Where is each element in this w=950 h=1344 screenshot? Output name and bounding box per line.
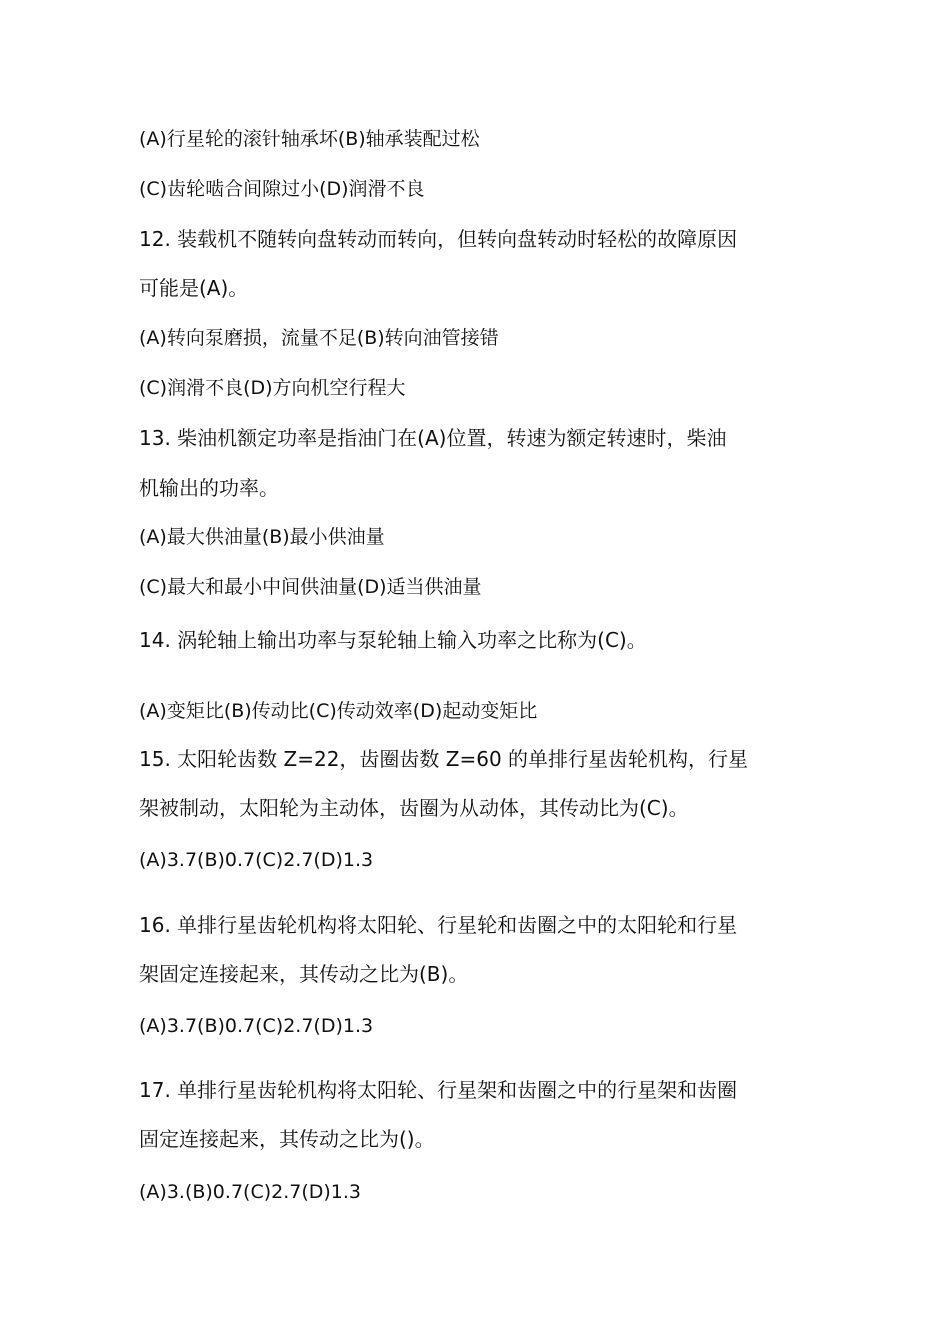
q13-question-line2: 机输出的功率。 — [139, 476, 279, 500]
q12-question-line1: 12. 装载机不随转向盘转动而转向，但转向盘转动时轻松的故障原因 — [139, 227, 738, 251]
q15-question-line1: 15. 太阳轮齿数 Z=22，齿圈齿数 Z=60 的单排行星齿轮机构，行星 — [139, 747, 749, 771]
q12-options-ab: (A)转向泵磨损，流量不足(B)转向油管接错 — [139, 327, 499, 349]
q17-question-line1: 17. 单排行星齿轮机构将太阳轮、行星架和齿圈之中的行星架和齿圈 — [139, 1078, 738, 1102]
q15-options: (A)3.7(B)0.7(C)2.7(D)1.3 — [139, 849, 374, 871]
q14-options: (A)变矩比(B)传动比(C)传动效率(D)起动变矩比 — [139, 700, 538, 722]
q12-options-cd: (C)润滑不良(D)方向机空行程大 — [139, 377, 406, 399]
q17-options: (A)3.(B)0.7(C)2.7(D)1.3 — [139, 1181, 362, 1203]
q13-options-ab: (A)最大供油量(B)最小供油量 — [139, 526, 385, 548]
q13-question-line1: 13. 柴油机额定功率是指油门在(A)位置，转速为额定转速时，柴油 — [139, 426, 727, 450]
q16-options: (A)3.7(B)0.7(C)2.7(D)1.3 — [139, 1015, 374, 1037]
q17-question-line2: 固定连接起来，其传动之比为()。 — [139, 1127, 435, 1151]
q16-question-line1: 16. 单排行星齿轮机构将太阳轮、行星轮和齿圈之中的太阳轮和行星 — [139, 913, 738, 937]
q13-options-cd: (C)最大和最小中间供油量(D)适当供油量 — [139, 576, 482, 598]
q11-options-ab: (A)行星轮的滚针轴承坏(B)轴承装配过松 — [139, 128, 480, 150]
q12-question-line2: 可能是(A)。 — [139, 276, 249, 300]
q11-options-cd: (C)齿轮啮合间隙过小(D)润滑不良 — [139, 178, 425, 200]
q15-question-line2: 架被制动，太阳轮为主动体，齿圈为从动体，其传动比为(C)。 — [139, 796, 689, 820]
q14-question: 14. 涡轮轴上输出功率与泵轮轴上输入功率之比称为(C)。 — [139, 628, 647, 652]
q16-question-line2: 架固定连接起来，其传动之比为(B)。 — [139, 962, 469, 986]
